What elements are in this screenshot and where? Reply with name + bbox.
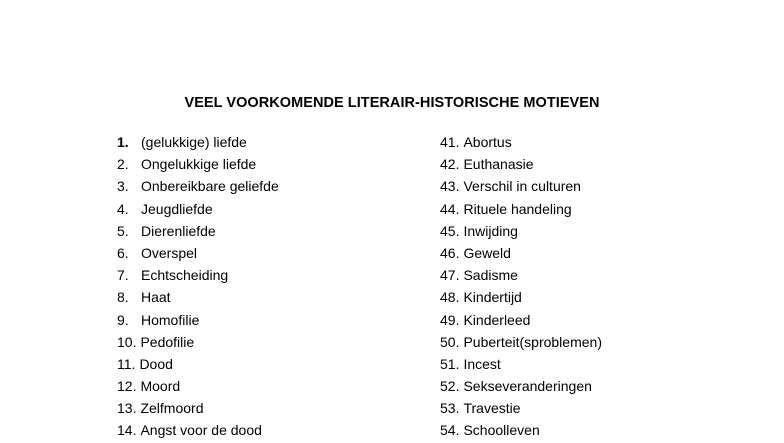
list-item	[117, 420, 279, 442]
item-text: Verschil in culturen	[463, 178, 581, 195]
list-item	[117, 332, 279, 354]
item-text: Ongelukkige liefde	[141, 156, 257, 173]
list-item	[440, 265, 602, 287]
item-text: Schoolleven	[463, 422, 540, 439]
item-text: Kinderleed	[463, 311, 531, 328]
item-text: Travestie	[463, 400, 521, 417]
item-number: 42.	[440, 156, 460, 173]
item-number: 5.	[117, 222, 129, 239]
item-number: 46.	[440, 244, 460, 261]
item-number: 10.	[117, 333, 137, 350]
list-item	[440, 132, 602, 154]
list-item	[117, 176, 279, 198]
item-number: 13.	[117, 400, 137, 417]
item-number: 9.	[117, 311, 129, 328]
item-number: 47.	[440, 267, 460, 284]
item-number: 6.	[117, 244, 129, 261]
item-text: (gelukkige) liefde	[141, 134, 247, 150]
item-text: Rituele handeling	[463, 200, 572, 217]
list-item	[440, 332, 602, 354]
item-text: Geweld	[463, 244, 511, 261]
item-number: 7.	[117, 267, 129, 284]
list-item	[440, 243, 602, 265]
list-item	[117, 310, 279, 332]
item-text: Abortus	[463, 134, 512, 150]
item-number: 52.	[440, 378, 460, 395]
list-item	[117, 154, 279, 176]
item-text: Overspel	[141, 244, 198, 261]
item-text: Puberteit(sproblemen)	[463, 333, 602, 350]
item-number: 51.	[440, 355, 460, 372]
list-item	[440, 398, 602, 420]
item-number: 50.	[440, 333, 460, 350]
item-text: Zelfmoord	[140, 400, 204, 417]
item-number: 12.	[117, 378, 137, 395]
list-item	[117, 376, 279, 398]
item-number: 41.	[440, 134, 460, 150]
item-text: Inwijding	[463, 222, 518, 239]
item-number: 3.	[117, 178, 129, 195]
item-text: Onbereikbare geliefde	[141, 178, 279, 195]
item-text: Jeugdliefde	[141, 200, 213, 217]
item-number: 11.	[117, 355, 136, 372]
list-item	[440, 154, 602, 176]
item-number: 1.	[117, 134, 129, 150]
list-item	[440, 221, 602, 243]
item-text: Echtscheiding	[141, 267, 229, 284]
list-item	[117, 398, 279, 420]
item-text: Homofilie	[141, 311, 200, 328]
item-number: 2.	[117, 156, 129, 173]
item-number: 14.	[117, 422, 137, 439]
item-text: Moord	[140, 378, 181, 395]
list-item	[440, 376, 602, 398]
item-number: 43.	[440, 178, 460, 195]
item-number: 8.	[117, 289, 129, 306]
item-text: Sadisme	[463, 267, 518, 284]
item-text: Incest	[463, 355, 501, 372]
item-number: 54.	[440, 422, 460, 439]
list-item	[440, 176, 602, 198]
item-number: 4.	[117, 200, 129, 217]
list-item	[117, 354, 279, 376]
item-text: Angst voor de dood	[140, 422, 262, 439]
item-number: 48.	[440, 289, 460, 306]
item-text: Kindertijd	[463, 289, 522, 306]
item-number: 53.	[440, 400, 460, 417]
motif-list-left	[117, 132, 279, 443]
list-item	[117, 132, 279, 154]
document-title: VEEL VOORKOMENDE LITERAIR-HISTORISCHE MOTIEVEN	[184, 95, 600, 111]
list-item	[117, 287, 279, 309]
list-item	[117, 221, 279, 243]
item-number: 44.	[440, 200, 460, 217]
list-item	[117, 243, 279, 265]
item-text: Pedofilie	[140, 333, 195, 350]
list-item	[440, 420, 602, 442]
item-number: 49.	[440, 311, 460, 328]
item-number: 45.	[440, 222, 460, 239]
list-item	[440, 287, 602, 309]
item-text: Euthanasie	[463, 156, 534, 173]
item-text: Dierenliefde	[141, 222, 216, 239]
list-item	[440, 354, 602, 376]
item-text: Haat	[141, 289, 171, 306]
list-item	[117, 265, 279, 287]
list-item	[440, 310, 602, 332]
item-text: Sekseveranderingen	[463, 378, 592, 395]
item-text: Dood	[139, 355, 173, 372]
list-item	[440, 199, 602, 221]
list-item	[117, 199, 279, 221]
motif-list-right	[440, 132, 602, 443]
